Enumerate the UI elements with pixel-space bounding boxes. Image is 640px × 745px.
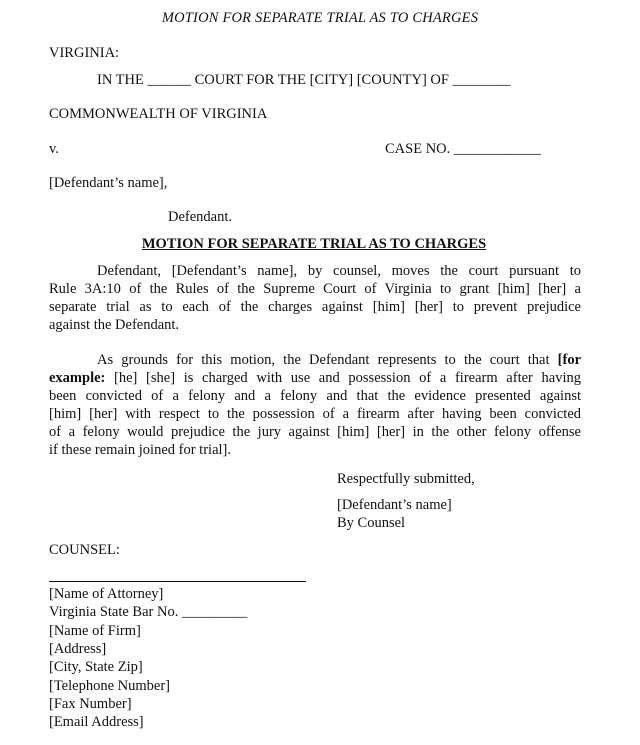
paragraph-line: Defendant, [Defendant’s name], by counsel, moves the court pursuant to xyxy=(97,263,581,279)
signature-closing: Respectfully submitted, xyxy=(337,471,475,487)
paragraph-line: if these remain joined for trial]. xyxy=(49,442,231,458)
counsel-address: [Address] xyxy=(49,641,107,657)
motion-paragraph-2 xyxy=(49,351,581,459)
caption-court-line: IN THE ______ COURT FOR THE [CITY] [COUNTY] OF ________ xyxy=(97,72,511,88)
signature-by-counsel: By Counsel xyxy=(337,515,406,531)
counsel-firm-name: [Name of Firm] xyxy=(49,623,141,639)
signature-name: [Defendant’s name] xyxy=(337,497,452,513)
caption-state: VIRGINIA: xyxy=(49,45,120,61)
motion-heading: MOTION FOR SEPARATE TRIAL AS TO CHARGES xyxy=(141,236,487,252)
counsel-label: COUNSEL: xyxy=(49,542,120,558)
paragraph-bold-text: [for xyxy=(557,352,581,368)
document-header-title: MOTION FOR SEPARATE TRIAL AS TO CHARGES xyxy=(161,10,479,26)
counsel-bar-number: Virginia State Bar No. _________ xyxy=(49,604,248,620)
paragraph-line: against the Defendant. xyxy=(49,317,180,333)
paragraph-line: [him] [her] with respect to the possession of a firearm after having been convicted xyxy=(49,406,581,422)
paragraph-bold-text: example: xyxy=(49,370,106,386)
counsel-email: [Email Address] xyxy=(49,714,144,730)
caption-versus: v. xyxy=(49,141,59,157)
caption-defendant-name: [Defendant’s name], xyxy=(49,175,168,191)
counsel-telephone: [Telephone Number] xyxy=(49,678,170,694)
counsel-fax: [Fax Number] xyxy=(49,696,132,712)
paragraph-line: separate trial as to each of the charges against [him] [her] to prevent prejudice xyxy=(49,299,581,315)
paragraph-line xyxy=(49,351,581,369)
paragraph-text: As grounds for this motion, the Defendant represents to the court that xyxy=(97,352,558,368)
counsel-attorney-name: [Name of Attorney] xyxy=(49,586,164,602)
caption-commonwealth: COMMONWEALTH OF VIRGINIA xyxy=(49,106,268,122)
paragraph-line: Rule 3A:10 of the Rules of the Supreme Court of Virginia to grant [him] [her] a xyxy=(49,281,581,297)
paragraph-line: of a felony would prejudice the jury against [him] [her] in the other felony offense xyxy=(49,424,581,440)
caption-defendant-label: Defendant. xyxy=(168,209,233,225)
caption-case-number: CASE NO. ____________ xyxy=(385,141,541,157)
counsel-city-state-zip: [City, State Zip] xyxy=(49,659,143,675)
paragraph-line xyxy=(49,369,581,387)
paragraph-line: been convicted of a felony and a felony and that the evidence presented against xyxy=(49,388,581,404)
paragraph-text: [he] [she] is charged with use and possession of a firearm after having xyxy=(105,370,581,386)
motion-paragraph-1 xyxy=(49,262,581,334)
signature-line xyxy=(49,581,306,582)
